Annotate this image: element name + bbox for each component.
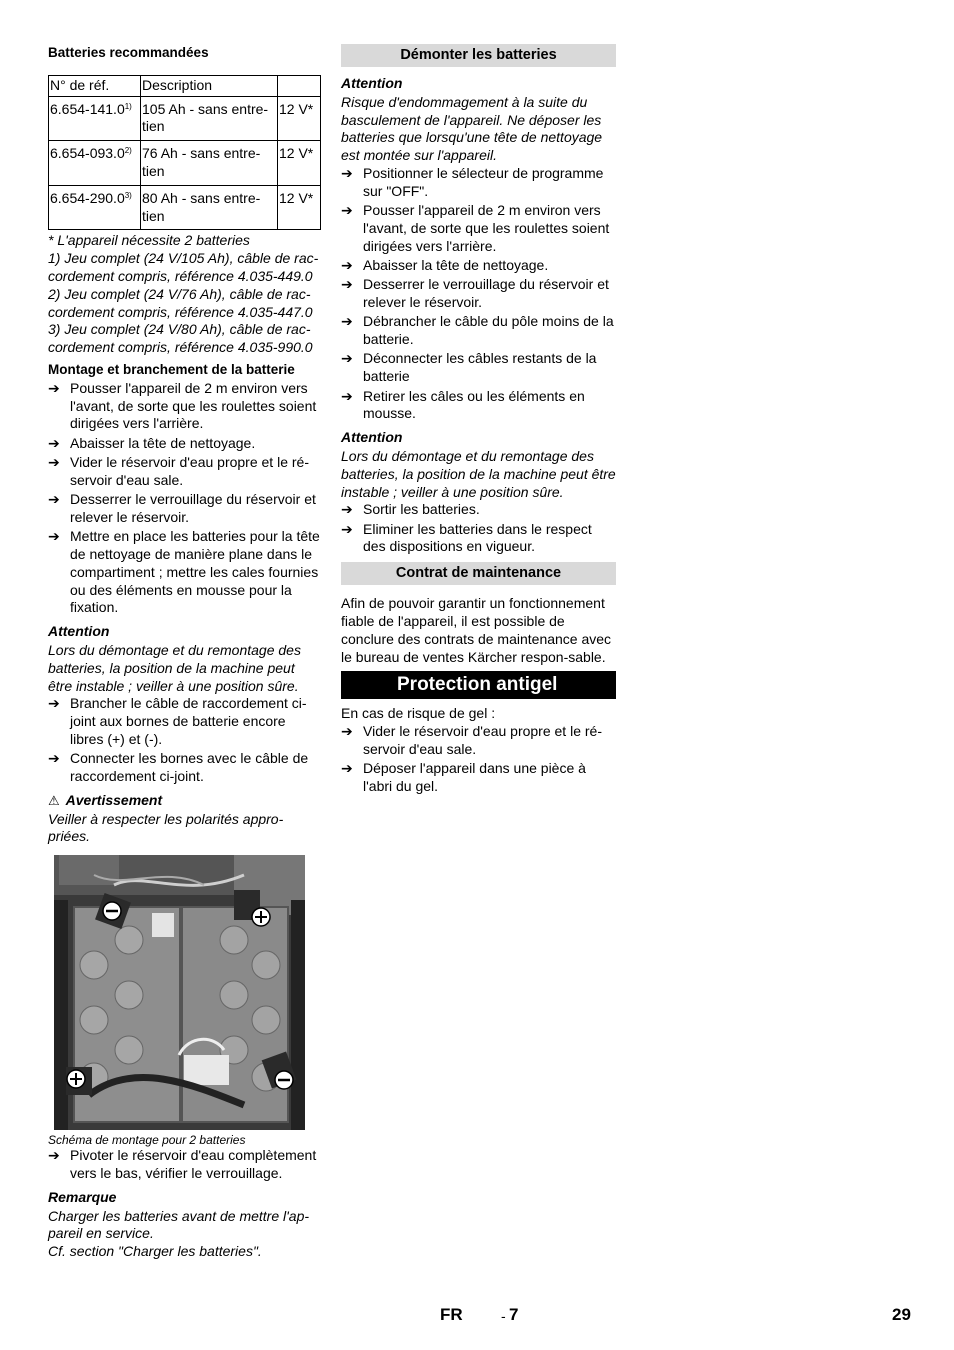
step-text: Connecter les bornes avec le câble de raccordement ci-joint. [70, 750, 309, 784]
heading-montage: Montage et branchement de la batterie [48, 361, 295, 377]
step-list [48, 380, 321, 617]
table-header-cell: N° de réf. [49, 75, 141, 96]
battery-photo-illustration [54, 855, 305, 1130]
arrow-right-icon: ➔ [48, 528, 60, 545]
arrow-right-icon: ➔ [48, 434, 60, 451]
attention-text [48, 642, 321, 695]
section-heading-antigel: Protection antigel [341, 671, 616, 699]
footer-page-number: 29 [892, 1305, 911, 1324]
antigel-intro [341, 705, 616, 723]
attention-paragraph: Lors du démontage et du remontage des batteries, la position de la machine peut être instable ; veiller à une position sûre. [341, 447, 616, 500]
table-cell-volt: 12 V* [278, 96, 321, 141]
section-heading-demonter: Démonter les batteries [341, 44, 616, 67]
arrow-right-icon: ➔ [48, 1147, 60, 1164]
remark-paragraph: Charger les batteries avant de mettre l'ap-pareil en service. [48, 1207, 310, 1242]
attention-paragraph: Lors du démontage et du remontage des batteries, la position de la machine peut être instable ; veiller à une position sûre. [48, 641, 301, 694]
step-text: Positionner le sélecteur de programme sur "OFF". [363, 164, 604, 199]
arrow-right-icon: ➔ [341, 723, 353, 740]
footnote-marker: 3) [124, 190, 132, 200]
arrow-right-icon: ➔ [48, 491, 60, 508]
table-row [49, 185, 321, 230]
section-heading-contrat: Contrat de maintenance [341, 562, 616, 585]
footer-dash: - [501, 1308, 506, 1324]
step-text: Desserrer le verrouillage du réservoir et relever le réservoir. [70, 491, 316, 525]
arrow-right-icon: ➔ [48, 453, 60, 470]
list-item [48, 454, 321, 490]
arrow-right-icon: ➔ [341, 164, 353, 181]
footer-language: FR [440, 1305, 463, 1324]
attention-paragraph: Risque d'endommagement à la suite du basculement de l'appareil. Ne déposer les batteries que lorsqu'une tête de nettoyage est montée sur l'appareil. [341, 93, 603, 164]
step-text: Sortir les batteries. [363, 501, 480, 518]
attention-text [341, 448, 616, 501]
list-item [341, 350, 616, 386]
step-text: Eliminer les batteries dans le respect des dispositions en vigueur. [363, 520, 592, 555]
arrow-right-icon: ➔ [341, 501, 353, 518]
warning-paragraph: Veiller à respecter les polarités appro-priées. [48, 810, 284, 845]
remark-text [48, 1208, 321, 1261]
step-list [341, 723, 616, 796]
table-cell-volt: 12 V* [278, 185, 321, 230]
step-text: Retirer les câles ou les éléments en mousse. [363, 387, 585, 422]
list-item [341, 521, 616, 557]
step-text: Vider le réservoir d'eau propre et le ré-servoir d'eau sale. [70, 453, 309, 488]
step-list [341, 165, 616, 423]
arrow-right-icon: ➔ [341, 387, 353, 404]
list-item [341, 760, 616, 796]
ref-number: 6.654-141.0 [50, 100, 125, 117]
attention-label: Attention [341, 75, 403, 91]
arrow-right-icon: ➔ [341, 276, 353, 293]
minus-terminal-icon [275, 1071, 293, 1089]
right-column [341, 44, 616, 797]
step-list [341, 501, 616, 556]
step-text: Brancher le câble de raccordement ci-joint aux bornes de batterie encore libres (+) et (-). [70, 695, 307, 747]
contrat-text [341, 595, 616, 666]
list-item [48, 1147, 321, 1183]
attention-label: Attention [48, 623, 110, 640]
list-item [48, 750, 321, 786]
footnote-marker: 1) [124, 101, 132, 111]
list-item [341, 257, 616, 275]
step-text: Vider le réservoir d'eau propre et le ré-servoir d'eau sale. [363, 723, 602, 757]
step-list [48, 1147, 321, 1183]
footnote: * L'appareil nécessite 2 batteries [48, 232, 250, 249]
step-text: Déconnecter les câbles restants de la batterie [363, 350, 597, 385]
list-item [341, 501, 616, 519]
footnotes [48, 232, 321, 357]
arrow-right-icon: ➔ [341, 760, 353, 777]
arrow-right-icon: ➔ [341, 520, 353, 537]
table-header-cell [278, 75, 321, 96]
table-cell-ref [49, 185, 141, 230]
list-item [341, 202, 616, 255]
arrow-right-icon: ➔ [48, 379, 60, 396]
left-column [48, 44, 321, 1261]
step-text: Pousser l'appareil de 2 m environ vers l'avant, de sorte que les roulettes soient dirigées vers l'arrière. [70, 379, 317, 432]
contrat-paragraph: Afin de pouvoir garantir un fonctionnement fiable de l'appareil, il est possible de conclure des contrats de maintenance avec le bureau de ventes Kärcher respon-sable. [341, 595, 612, 665]
antigel-paragraph: En cas de risque de gel : [341, 705, 496, 722]
arrow-right-icon: ➔ [341, 313, 353, 330]
arrow-right-icon: ➔ [48, 750, 60, 767]
warning-label [48, 792, 321, 810]
ref-number: 6.654-290.0 [50, 189, 125, 206]
plus-terminal-icon [252, 908, 270, 926]
ref-number: 6.654-093.0 [50, 145, 125, 162]
step-text: Mettre en place les batteries pour la tête de nettoyage de manière plane dans le compartiment ; mettre les cales fournies ou des éléments en mousse pour la fixation. [70, 528, 320, 616]
list-item [341, 276, 616, 312]
footnote: 1) Jeu complet (24 V/105 Ah), câble de rac-cordement compris, référence 4.035-449.0 [48, 250, 319, 284]
arrow-right-icon: ➔ [48, 695, 60, 712]
attention-label: Attention [341, 429, 403, 446]
footnote: 2) Jeu complet (24 V/76 Ah), câble de rac-cordement compris, référence 4.035-447.0 [48, 285, 313, 320]
list-item [48, 695, 321, 748]
list-item [48, 380, 321, 433]
warning-triangle-icon: ⚠ [48, 792, 60, 808]
footnote: 3) Jeu complet (24 V/80 Ah), câble de rac-cordement compris, référence 4.035-990.0 [48, 321, 313, 356]
list-item [48, 491, 321, 527]
step-text: Abaisser la tête de nettoyage. [363, 256, 549, 273]
remark-label: Remarque [48, 1188, 117, 1205]
arrow-right-icon: ➔ [341, 256, 353, 273]
footnote-marker: 2) [124, 146, 132, 156]
list-item [341, 388, 616, 424]
step-text: Déposer l'appareil dans une pièce à l'abri du gel. [363, 760, 586, 795]
table-row [49, 141, 321, 186]
step-text: Desserrer le verrouillage du réservoir et relever le réservoir. [363, 276, 609, 311]
step-text: Pivoter le réservoir d'eau complètement vers le bas, vérifier le verrouillage. [70, 1147, 317, 1181]
heading-recommended-batteries: Batteries recommandées [48, 45, 209, 60]
list-item [341, 313, 616, 349]
photo-caption: Schéma de montage pour 2 batteries [48, 1133, 246, 1148]
list-item [48, 435, 321, 453]
table-header-row [49, 75, 321, 96]
battery-table [48, 75, 321, 231]
step-text: Pousser l'appareil de 2 m environ vers l'avant, de sorte que les roulettes soient dirigées vers l'arrière. [363, 202, 610, 254]
step-list [48, 695, 321, 785]
step-text: Abaisser la tête de nettoyage. [70, 434, 256, 451]
table-cell-desc: 80 Ah - sans entre-tien [141, 185, 278, 230]
arrow-right-icon: ➔ [341, 202, 353, 219]
table-cell-volt: 12 V* [278, 141, 321, 186]
attention-text [341, 94, 616, 165]
list-item [48, 528, 321, 617]
table-cell-ref [49, 96, 141, 141]
minus-terminal-icon [103, 902, 121, 920]
list-item [341, 723, 616, 759]
warning-text [48, 811, 321, 847]
plus-terminal-icon [67, 1070, 85, 1088]
list-item [341, 165, 616, 201]
step-text: Débrancher le câble du pôle moins de la batterie. [363, 313, 614, 348]
warning-label-text: Avertissement [65, 791, 163, 808]
table-row [49, 96, 321, 141]
arrow-right-icon: ➔ [341, 350, 353, 367]
table-cell-desc: 76 Ah - sans entre-tien [141, 141, 278, 186]
table-cell-desc: 105 Ah - sans entre-tien [141, 96, 278, 141]
battery-photo [54, 855, 305, 1130]
remark-paragraph: Cf. section "Charger les batteries". [48, 1243, 262, 1260]
footer-section-page: 7 [509, 1305, 519, 1324]
table-header-cell: Description [141, 75, 278, 96]
table-cell-ref [49, 141, 141, 186]
